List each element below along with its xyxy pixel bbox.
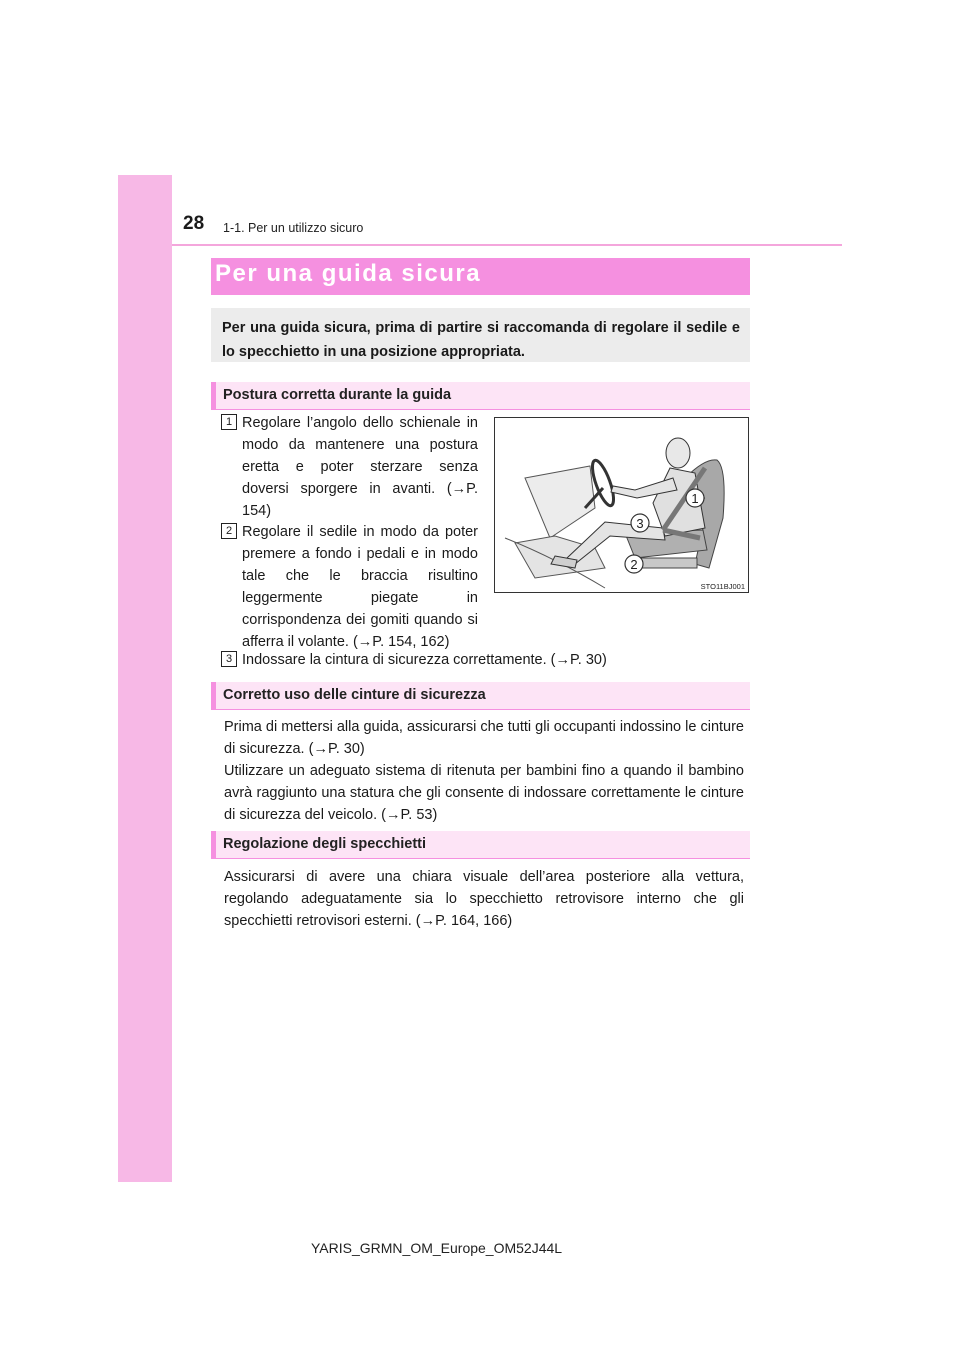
- item-number-3: 3: [221, 651, 237, 667]
- posture-item-3: Indossare la cintura di sicurezza correttamente. (→P. 30): [242, 652, 607, 668]
- mirrors-paragraph: Assicurarsi di avere una chiara visuale dell’area posteriore alla vettura, regolando adeguatamente sia lo specchietto retrovisore interno che gli specchietti retrovisori esterni. (→P. 164, 166): [224, 869, 744, 929]
- posture-heading: Postura corretta durante la guida: [223, 387, 452, 403]
- seatbelts-paragraph-2: Utilizzare un adeguato sistema di ritenuta per bambini fino a quando il bambino avrà raggiunto una statura che gli consente di indossare correttamente le cinture di sicurezza del veicolo. (→P. 53): [224, 763, 744, 823]
- posture-item-2: Regolare il sedile in modo da poter premere a fondo i pedali e in modo tale che le braccia risultino leggermente piegate in corrispondenza dei gomiti quando si afferra il volante. (→P. 154, 162): [242, 524, 478, 650]
- callout-2: 2: [630, 557, 638, 572]
- posture-item-1: Regolare l’angolo dello schienale in modo da mantenere una postura eretta e poter sterzare senza doversi sporgere in avanti. (→P. 154): [242, 415, 478, 519]
- section-label: 1-1. Per un utilizzo sicuro: [223, 221, 364, 235]
- illustration-code: STO11BJ001: [700, 582, 745, 591]
- footer-doc-code: YARIS_GRMN_OM_Europe_OM52J44L: [311, 1240, 563, 1256]
- seatbelts-paragraph-1: Prima di mettersi alla guida, assicurarsi che tutti gli occupanti indossino le cinture di sicurezza. (→P. 30): [224, 719, 744, 757]
- callout-3: 3: [636, 516, 644, 531]
- page-title: Per una guida sicura: [215, 260, 482, 287]
- seatbelts-heading: Corretto uso delle cinture di sicurezza: [223, 687, 486, 703]
- item-number-2: 2: [221, 523, 237, 539]
- mirrors-heading: Regolazione degli specchietti: [223, 836, 427, 852]
- driving-posture-illustration: [494, 417, 749, 593]
- header-rule: [172, 244, 842, 246]
- intro-text: Per una guida sicura, prima di partire si raccomanda di regolare il sedile e lo specchietto in una posizione appropriata.: [222, 320, 740, 360]
- driver-seat-drawing: [495, 418, 748, 592]
- item-number-1: 1: [221, 414, 237, 430]
- page-number: 28: [183, 213, 205, 234]
- chapter-side-strip: [118, 175, 172, 1182]
- callout-1: 1: [691, 491, 699, 506]
